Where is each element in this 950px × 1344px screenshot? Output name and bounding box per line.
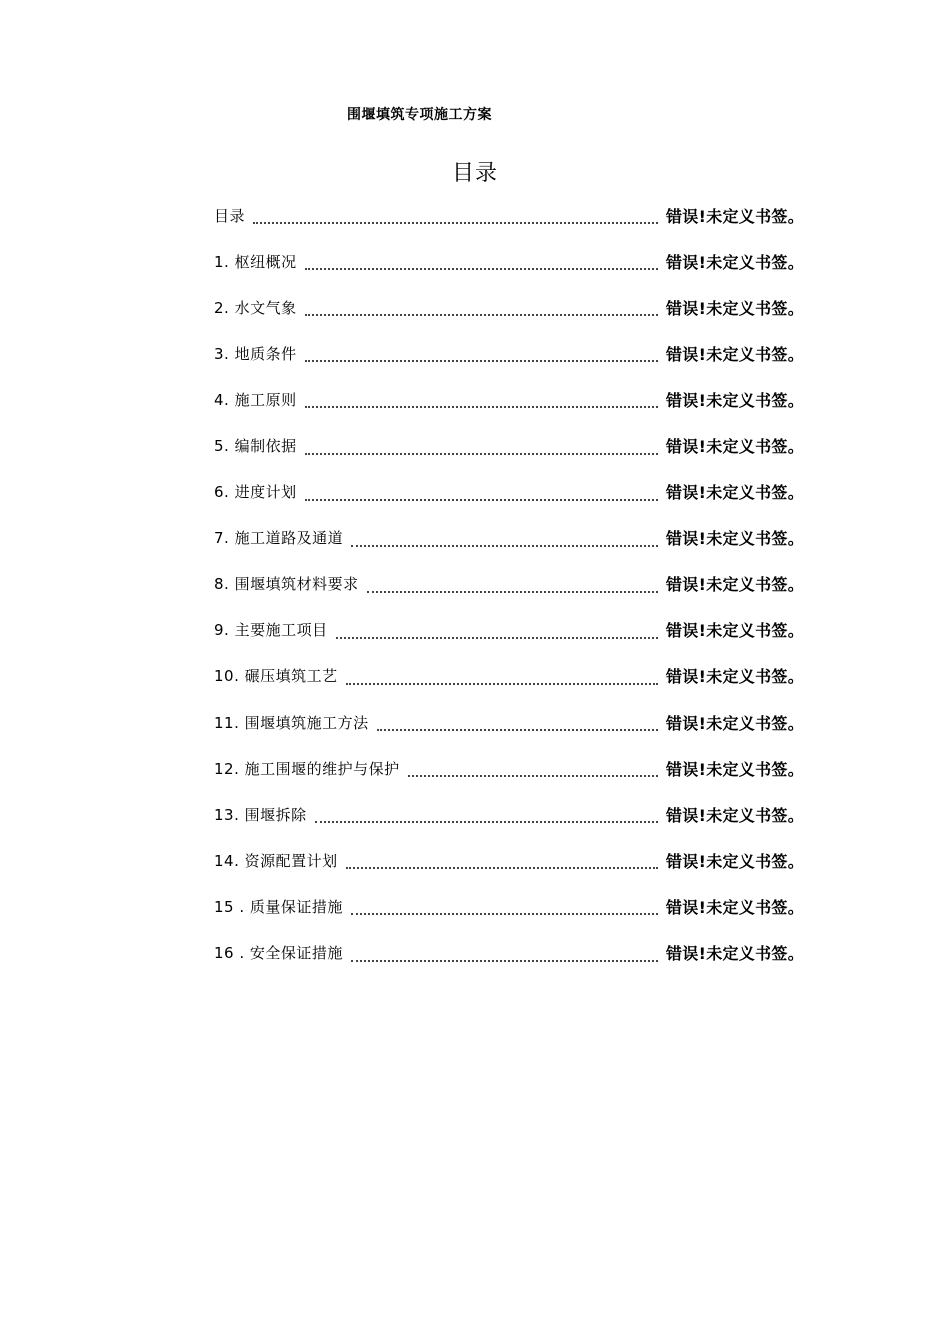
toc-entry-page-ref: 错误!未定义书签。: [666, 713, 804, 733]
toc-dot-leader: [351, 531, 658, 547]
toc-entry[interactable]: [214, 469, 804, 515]
toc-entry-label: 4. 施工原则: [214, 390, 297, 409]
toc-dot-leader: [305, 346, 658, 362]
toc-dot-leader: [305, 392, 658, 408]
toc-entry-page-ref: 错误!未定义书签。: [666, 667, 804, 687]
toc-entry[interactable]: [214, 330, 804, 376]
toc-entry[interactable]: [214, 192, 804, 238]
toc-entry-label: 13. 围堰拆除: [214, 805, 307, 824]
toc-dot-leader: [305, 439, 658, 455]
toc-dot-leader: [336, 623, 658, 639]
toc-entry-page-ref: 错误!未定义书签。: [666, 390, 804, 410]
toc-entry-page-ref: 错误!未定义书签。: [666, 483, 804, 503]
toc-entry[interactable]: [214, 653, 804, 699]
toc-entry[interactable]: [214, 791, 804, 837]
toc-title: 目录: [451, 161, 498, 186]
toc-entry-label: 8. 围堰填筑材料要求: [214, 575, 359, 594]
toc-dot-leader: [351, 946, 658, 962]
toc-entry-label: 9. 主要施工项目: [214, 621, 328, 640]
toc-entry[interactable]: [214, 883, 804, 929]
toc-entry-page-ref: 错误!未定义书签。: [666, 298, 804, 318]
toc-dot-leader: [305, 300, 658, 316]
toc-entry[interactable]: [214, 607, 804, 653]
toc-entry-label: 6. 进度计划: [214, 483, 297, 502]
toc-entry-label: 14. 资源配置计划: [214, 851, 338, 870]
toc-entry[interactable]: [214, 699, 804, 745]
toc-entry-page-ref: 错误!未定义书签。: [666, 252, 804, 272]
document-header-title: 围堰填筑专项施工方案: [347, 107, 492, 123]
toc-entry[interactable]: [214, 515, 804, 561]
toc-entry-page-ref: 错误!未定义书签。: [666, 944, 804, 964]
table-of-contents: [214, 192, 804, 976]
toc-entry-label: 2. 水文气象: [214, 298, 297, 317]
toc-entry-label: 5. 编制依据: [214, 437, 297, 456]
toc-dot-leader: [351, 899, 658, 915]
toc-entry-page-ref: 错误!未定义书签。: [666, 897, 804, 917]
toc-dot-leader: [305, 485, 658, 501]
toc-dot-leader: [367, 577, 658, 593]
toc-entry-label: 10. 碾压填筑工艺: [214, 667, 338, 686]
toc-entry[interactable]: [214, 930, 804, 976]
toc-dot-leader: [346, 669, 658, 685]
toc-dot-leader: [377, 715, 658, 731]
toc-dot-leader: [408, 761, 658, 777]
toc-entry-label: 3. 地质条件: [214, 344, 297, 363]
toc-dot-leader: [253, 208, 658, 224]
toc-entry[interactable]: [214, 376, 804, 422]
toc-entry-page-ref: 错误!未定义书签。: [666, 529, 804, 549]
toc-entry[interactable]: [214, 422, 804, 468]
toc-entry[interactable]: [214, 238, 804, 284]
toc-entry-page-ref: 错误!未定义书签。: [666, 344, 804, 364]
toc-dot-leader: [305, 254, 658, 270]
toc-entry-page-ref: 错误!未定义书签。: [666, 437, 804, 457]
toc-entry[interactable]: [214, 837, 804, 883]
toc-entry-label: 目录: [214, 206, 246, 225]
toc-entry-label: 15 . 质量保证措施: [214, 897, 343, 916]
toc-entry-page-ref: 错误!未定义书签。: [666, 621, 804, 641]
toc-entry-label: 12. 施工围堰的维护与保护: [214, 759, 400, 778]
toc-entry-label: 1. 枢纽概况: [214, 252, 297, 271]
toc-entry-page-ref: 错误!未定义书签。: [666, 851, 804, 871]
toc-entry-page-ref: 错误!未定义书签。: [666, 759, 804, 779]
toc-entry-label: 16 . 安全保证措施: [214, 944, 343, 963]
toc-dot-leader: [315, 807, 658, 823]
toc-entry[interactable]: [214, 561, 804, 607]
toc-entry-page-ref: 错误!未定义书签。: [666, 206, 804, 226]
toc-entry[interactable]: [214, 284, 804, 330]
toc-entry-label: 7. 施工道路及通道: [214, 529, 344, 548]
toc-entry[interactable]: [214, 745, 804, 791]
toc-dot-leader: [346, 853, 658, 869]
toc-entry-page-ref: 错误!未定义书签。: [666, 805, 804, 825]
toc-entry-label: 11. 围堰填筑施工方法: [214, 713, 369, 732]
toc-entry-page-ref: 错误!未定义书签。: [666, 575, 804, 595]
